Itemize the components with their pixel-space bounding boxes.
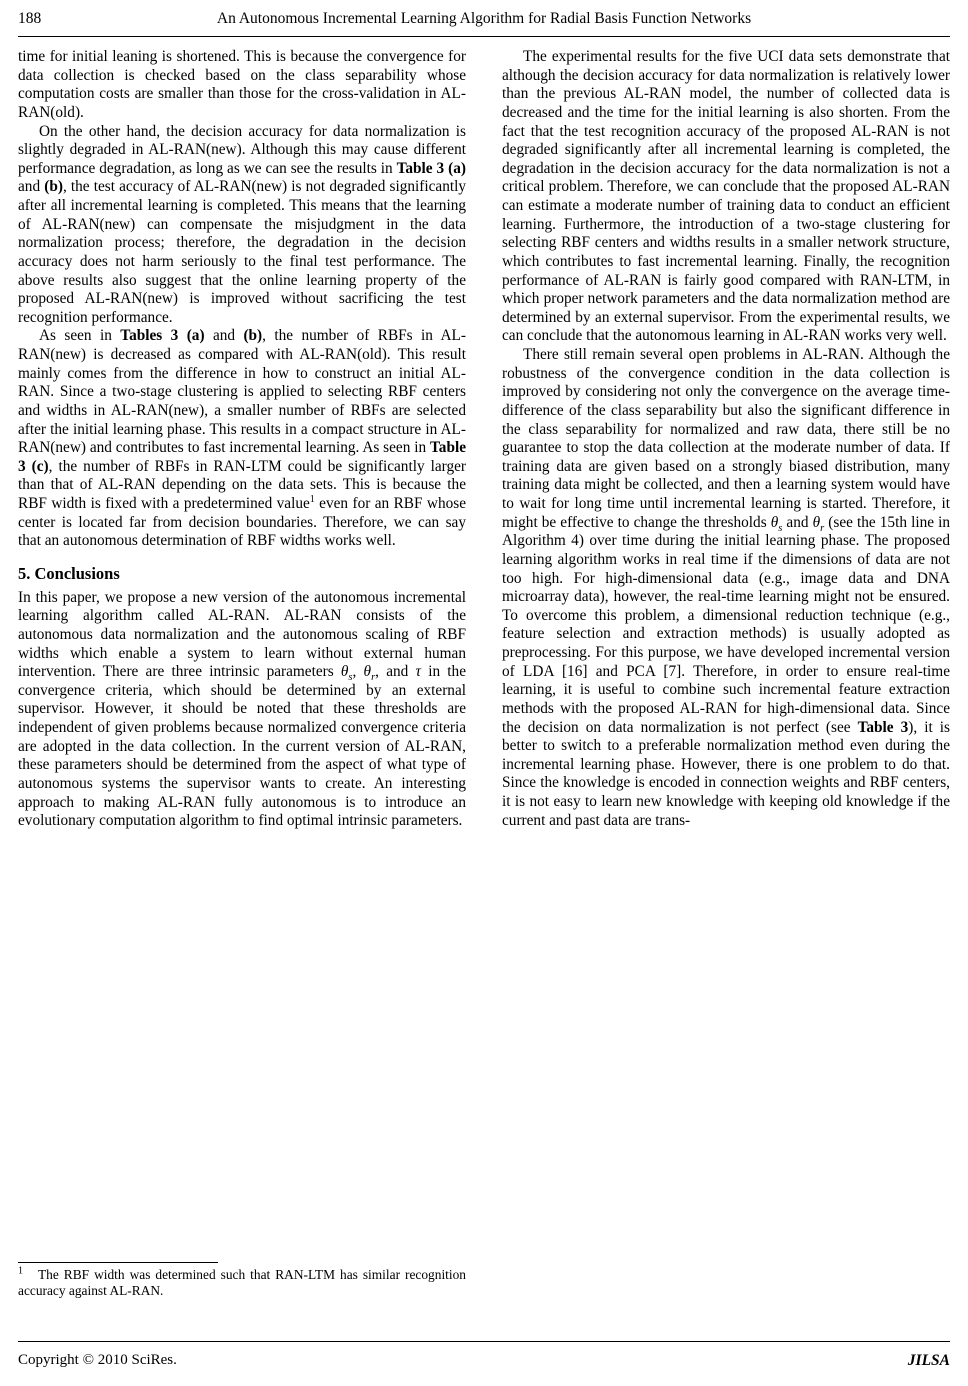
text-run: and — [782, 513, 813, 531]
footnote-marker: 1 — [18, 1265, 23, 1277]
copyright-notice: Copyright © 2010 SciRes. — [18, 1352, 177, 1368]
math-theta-s-subscript: s — [348, 672, 353, 684]
text-run: , the number of RBFs in AL-RAN(new) is decreased as compared with AL-RAN(old). This result mainly comes from the difference in how to construct an initial AL-RAN. Since a two-stage clustering is applied to selecting RBF centers and widths in AL-RAN(new), a smaller number of RBFs are selected after the initial learning phase. This results in a compact structure in AL-RAN(new) and contributes to fast incremental learning. As seen in — [18, 327, 466, 457]
footnote-text-container — [18, 1267, 466, 1299]
page-footer — [18, 1352, 950, 1372]
text-run: As seen in — [39, 327, 121, 345]
text-run: , the test accuracy of AL-RAN(new) is not degraded significantly after all incremental learning is completed. This means that the learning of AL-RAN(new) can compensate the misjudgment in the data normalization process; therefore, the degradation in the decision accuracy does not harm seriously to the final test performance. The above results also suggest that the online learning property of the proposed AL-RAN(new) is improved without sacrificing the test recognition performance. — [18, 178, 466, 326]
text-run: and — [18, 178, 45, 196]
paragraph-left-1: time for initial leaning is shortened. This is because the convergence for data collection is checked based on the class separability whose computation costs are smaller than those for the cross-validation in AL-RAN(old). — [18, 48, 466, 121]
text-run: (see the 15th line in Algorithm 4) over time during the initial learning phase. The proposed learning algorithm works in real time if the dimensions of data are not too high. For high-dimensional data (e.g., image data and DNA microarray data), however, the real-time learning might not be ensured. To overcome this problem, a dimensional reduction technique (e.g., feature selection and extraction methods) is usually adopted as preprocessing. For this purpose, we have developed incremental version of LDA [16] and PCA [7]. Therefore, in order to ensure real-time learning, it is useful to combine such incremental feature extraction methods with the proposed AL-RAN for high-dimensional data. Since the decision on data normalization is not perfect (see — [502, 513, 950, 736]
footnote-block — [18, 1262, 467, 1299]
paragraph-right-2 — [502, 346, 950, 830]
math-theta-s: θ — [770, 513, 779, 531]
table-reference: Table 3 (a) — [396, 159, 466, 177]
table-reference: (b) — [44, 178, 63, 196]
footer-rule — [18, 1341, 950, 1342]
text-run: , and — [375, 663, 416, 681]
page-header — [0, 10, 968, 32]
text-run: ), it is better to switch to a preferable normalization method even during the incremental learning phase. However, there is one problem to do that. Since the knowledge is encoded in connection weights and RBF centers, it is not easy to learn new knowledge with keeping old knowledge if the current and past data are trans- — [502, 718, 950, 829]
paragraph-right-1: The experimental results for the five UCI data sets demonstrate that although the decision accuracy for data normalization is relatively lower than the previous AL-RAN model, the number of collected data is decreased and the time for the initial learning is also shorten. From the fact that the test recognition accuracy of the proposed AL-RAN is not degraded significantly after all incremental learning is completed, the degradation in the decision accuracy for the data normalization is not a critical problem. Therefore, we can conclude that the proposed AL-RAN can estimate a moderate number of training data to conduct an efficient learning. Furthermore, the introduction of a two-stage clustering for selecting RBF centers and widths results in a smaller network structure, which contributes to fast incremental learning. Finally, the recognition performance of AL-RAN is fairly good compared with RAN-LTM, in which proper network parameters and the data normalization method are determined by an external supervisor. From the experimental results, we can conclude that the autonomous learning in AL-RAN works very well. — [502, 48, 950, 345]
math-theta-r-subscript: r — [820, 522, 825, 534]
left-column — [18, 48, 466, 831]
text-run: in the convergence criteria, which should be determined by an external supervisor. However, it should be noted that these thresholds are independent of given problems because normalized convergence criteria are adopted in the data collection. In the current version of AL-RAN, these parameters should be determined from the aspect of what type of autonomous systems the supervisor wants to create. An interesting approach to making AL-RAN fully autonomous is to introduce an evolutionary computation algorithm to find optimal intrinsic parameters. — [18, 663, 466, 830]
math-theta-s-subscript: s — [778, 522, 783, 534]
page-number: 188 — [18, 10, 42, 27]
text-run: , the number of RBFs in RAN-LTM could be significantly larger than that of AL-RAN depending on the data sets. This is because the RBF width is fixed with a predetermined value — [18, 457, 467, 512]
footnote-marker-inline: 1 — [309, 493, 315, 505]
math-theta-s: θ — [340, 663, 349, 681]
section-heading-conclusions: 5. Conclusions — [18, 563, 120, 583]
table-reference: Table 3 — [857, 718, 909, 736]
table-reference: (b) — [243, 327, 263, 345]
running-title: An Autonomous Incremental Learning Algorithm for Radial Basis Function Networks — [216, 10, 752, 27]
math-tau: τ — [415, 663, 421, 681]
paragraph-left-3 — [18, 327, 466, 551]
text-run: and — [204, 327, 244, 345]
footnote-rule — [18, 1262, 218, 1263]
table-reference: Table 3 (c) — [18, 439, 466, 475]
text-run: , — [352, 663, 364, 681]
text-run: In this paper, we propose a new version of the autonomous incremental learning algorithm called AL-RAN. AL-RAN consists of the autonomous data normalization and the autonomous scaling of RBF widths which enable a system to learn without external human intervention. There are three intrinsic parameters — [18, 588, 466, 681]
text-run: On the other hand, the decision accuracy for data normalization is slightly degraded in AL-RAN(new). Although this may cause different performance degradation, as long as we can see the results in — [18, 122, 466, 177]
table-reference: Tables 3 (a) — [120, 327, 205, 345]
footnote-body: The RBF width was determined such that RAN-LTM has similar recognition accuracy against AL-RAN. — [18, 1267, 467, 1299]
math-theta-r-subscript: r — [371, 672, 376, 684]
paragraph-left-4 — [18, 589, 466, 831]
text-run: There still remain several open problems in AL-RAN. Although the robustness of the convergence condition in the data collection is improved by considering not only the convergence on the average time-difference of the class separability but also the significant difference in the class separability for normalized and raw data, there still be no guarantee to stop the data collection at the moderate number of data. If training data are given based on a strongly biased distribution, many training data might be collected, and then a learning system would have to wait for long time until incremental learning is started. Therefore, it might be effective to change the thresholds — [502, 346, 950, 531]
math-theta-r: θ — [812, 513, 821, 531]
text-run: even for an RBF whose center is located far from decision boundaries. Therefore, we can say that an autonomous determination of RBF widths works well. — [18, 495, 466, 550]
math-theta-r: θ — [363, 663, 372, 681]
right-column — [502, 48, 950, 830]
header-rule — [18, 36, 950, 37]
paragraph-left-2 — [18, 123, 466, 328]
journal-abbreviation: JILSA — [907, 1352, 950, 1369]
